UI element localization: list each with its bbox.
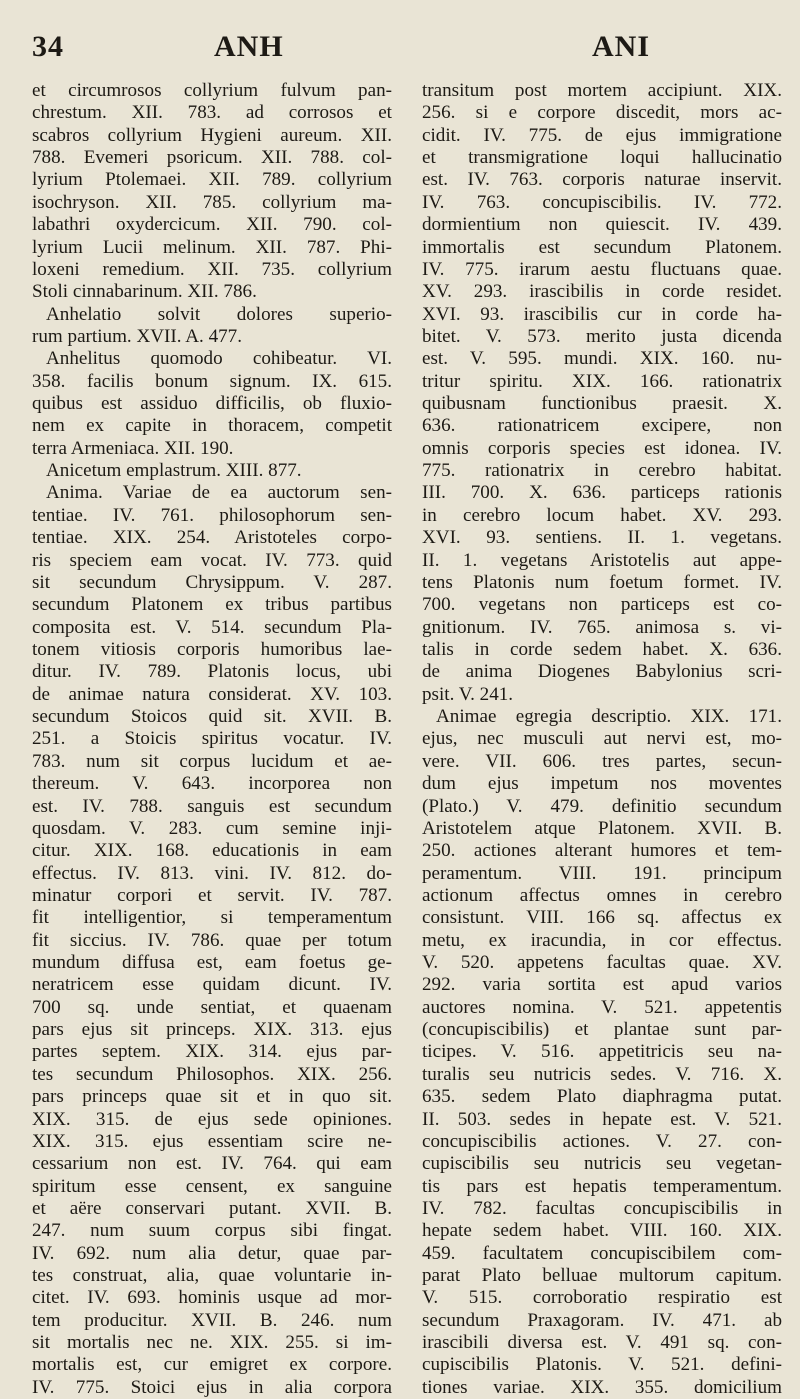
text-line: hepate sedem habet. VIII. 160. XIX. xyxy=(422,1220,782,1242)
text-line: tis pars est hepatis temperamentum. xyxy=(422,1175,782,1197)
text-line: ris speciem eam vocat. IV. 773. quid xyxy=(32,549,392,571)
text-line: 700 sq. unde sentiat, et quaenam xyxy=(32,996,392,1018)
text-line: metu, ex iracundia, in cor effectus. xyxy=(422,929,782,951)
text-line: tes secundum Philosophos. XIX. 256. xyxy=(32,1063,392,1085)
text-line: citet. IV. 693. hominis usque ad mor- xyxy=(32,1287,392,1309)
text-line: pars ejus sit princeps. XIX. 313. ejus xyxy=(32,1019,392,1041)
text-line: concupiscibilis actiones. V. 27. con- xyxy=(422,1130,782,1152)
text-line: II. 1. vegetans Aristotelis aut appe- xyxy=(422,549,782,571)
text-line: sit mortalis nec ne. XIX. 255. si im- xyxy=(32,1332,392,1354)
text-line: dormientium non quiescit. IV. 439. xyxy=(422,214,782,236)
text-line: quosdam. V. 283. cum semine inji- xyxy=(32,817,392,839)
text-line: XIX. 315. de ejus sede opiniones. xyxy=(32,1108,392,1130)
text-line: transitum post mortem accipiunt. XIX. xyxy=(422,80,782,101)
text-line: est. IV. 788. sanguis est secundum xyxy=(32,795,392,817)
text-line: minatur corpori et servit. IV. 787. xyxy=(32,884,392,906)
text-line: XIX. 315. ejus essentiam scire ne- xyxy=(32,1130,392,1152)
text-line: neratricem esse quidam dicunt. IV. xyxy=(32,974,392,996)
text-line: ditur. IV. 789. Platonis locus, ubi xyxy=(32,661,392,683)
text-line: II. 503. sedes in hepate est. V. 521. xyxy=(422,1108,782,1130)
text-line: actionum affectus omnes in cerebro xyxy=(422,884,782,906)
text-line: terra Armeniaca. XII. 190. xyxy=(32,437,234,459)
text-line: Anhelatio solvit dolores superio- xyxy=(46,303,392,325)
text-line: tentiae. XIX. 254. Aristoteles corpo- xyxy=(32,527,392,549)
text-line: Anicetum emplastrum. XIII. 877. xyxy=(46,460,302,482)
text-line: ejus, nec musculi aut nervi est, mo- xyxy=(422,728,782,750)
text-line: IV. 692. num alia detur, quae par- xyxy=(32,1242,392,1264)
text-line: partes septem. XIX. 314. ejus par- xyxy=(32,1041,392,1063)
text-line: quibus est assiduo difficilis, ob fluxio- xyxy=(32,393,392,415)
text-line: 292. varia sortita est apud varios xyxy=(422,974,782,996)
text-line: IV. 775. irarum aestu fluctuans quae. xyxy=(422,258,782,280)
text-line: gnitionum. IV. 765. animosa s. vi- xyxy=(422,616,782,638)
text-line: IV. 763. concupiscibilis. IV. 772. xyxy=(422,191,782,213)
text-line: (concupiscibilis) et plantae sunt par- xyxy=(422,1019,782,1041)
text-line: mundum diffusa est, eam foetus ge- xyxy=(32,952,392,974)
text-line: ticipes. V. 516. appetitricis seu na- xyxy=(422,1041,782,1063)
text-line: 775. rationatrix in cerebro habitat. xyxy=(422,460,782,482)
text-line: IV. 782. facultas concupiscibilis in xyxy=(422,1197,782,1219)
page-header xyxy=(28,30,786,68)
text-line: 250. actiones alterant humores et tem- xyxy=(422,840,782,862)
text-line: 247. num suum corpus sibi fingat. xyxy=(32,1220,392,1242)
text-line: XVI. 93. sentiens. II. 1. vegetans. xyxy=(422,527,782,549)
text-line: citur. XIX. 168. educationis in eam xyxy=(32,840,392,862)
text-line: secundum Platonem ex tribus partibus xyxy=(32,594,392,616)
text-line: loxeni remedium. XII. 735. collyrium xyxy=(32,258,392,280)
text-line: III. 700. X. 636. particeps rationis xyxy=(422,482,782,504)
text-line: V. 520. appetens facultas quae. XV. xyxy=(422,952,782,974)
text-line: mortalis est, cur emigret ex corpore. xyxy=(32,1354,392,1376)
text-line: irascibili diversa est. V. 491 sq. con- xyxy=(422,1332,782,1354)
text-line: 459. facultatem concupiscibilem com- xyxy=(422,1242,782,1264)
text-line: de anima Diogenes Babylonius scri- xyxy=(422,661,782,683)
text-line: Animae egregia descriptio. XIX. 171. xyxy=(436,706,782,728)
text-line: cupiscibilis Platonis. V. 521. defini- xyxy=(422,1354,782,1376)
text-line: composita est. V. 514. secundum Pla- xyxy=(32,616,392,638)
left-column xyxy=(32,80,392,1399)
text-line: spiritum esse censent, ex sanguine xyxy=(32,1175,392,1197)
text-line: immortalis est secundum Platonem. xyxy=(422,236,782,258)
right-column xyxy=(422,80,782,1399)
text-line: auctores nomina. V. 521. appetentis xyxy=(422,996,782,1018)
text-line: (Plato.) V. 479. definitio secundum xyxy=(422,795,782,817)
text-line: peramentum. VIII. 191. principum xyxy=(422,862,782,884)
text-line: omnis corporis species est idonea. IV. xyxy=(422,437,782,459)
text-line: cidit. IV. 775. de ejus immigratione xyxy=(422,124,782,146)
text-line: labathri oxydercicum. XII. 790. col- xyxy=(32,214,392,236)
text-line: fit intelligentior, si temperamentum xyxy=(32,907,392,929)
text-line: tens Platonis num foetum formet. IV. xyxy=(422,571,782,593)
text-line: talis in corde sedem habet. X. 636. xyxy=(422,638,782,660)
text-line: turalis seu nutricis sedes. V. 716. X. xyxy=(422,1063,782,1085)
text-line: XVI. 93. irascibilis cur in corde ha- xyxy=(422,303,782,325)
text-line: Anhelitus quomodo cohibeatur. VI. xyxy=(46,348,392,370)
text-line: secundum Praxagoram. IV. 471. ab xyxy=(422,1309,782,1331)
text-line: tiones variae. XIX. 355. domicilium xyxy=(422,1376,782,1398)
text-line: 256. si e corpore discedit, mors ac- xyxy=(422,102,782,124)
text-line: 635. sedem Plato diaphragma putat. xyxy=(422,1086,782,1108)
text-line: vere. VII. 606. tres partes, secun- xyxy=(422,750,782,772)
text-line: lyrium Ptolemaei. XII. 789. collyrium xyxy=(32,169,392,191)
text-line: est. IV. 763. corporis naturae inservit. xyxy=(422,169,782,191)
text-line: 788. Evemeri psoricum. XII. 788. col- xyxy=(32,147,392,169)
text-line: Aristotelem atque Platonem. XVII. B. xyxy=(422,817,782,839)
text-line: Stoli cinnabarinum. XII. 786. xyxy=(32,281,257,303)
text-line: in cerebro locum habet. XV. 293. xyxy=(422,504,782,526)
text-line: 358. facilis bonum signum. IX. 615. xyxy=(32,370,392,392)
text-line: tritur spiritu. XIX. 166. rationatrix xyxy=(422,370,782,392)
text-line: 251. a Stoicis spiritus vocatur. IV. xyxy=(32,728,392,750)
text-line: quibusnam functionibus praesit. X. xyxy=(422,393,782,415)
text-line: 636. rationatricem excipere, non xyxy=(422,415,782,437)
text-line: est. V. 595. mundi. XIX. 160. nu- xyxy=(422,348,782,370)
text-line: IV. 775. Stoici ejus in alia corpora xyxy=(32,1376,392,1398)
text-line: thereum. V. 643. incorporea non xyxy=(32,773,392,795)
text-line: effectus. IV. 813. vini. IV. 812. do- xyxy=(32,862,392,884)
text-line: fit siccius. IV. 786. quae per totum xyxy=(32,929,392,951)
text-line: dum ejus impetum nos moventes xyxy=(422,773,782,795)
text-line: nem ex capite in thoracem, competit xyxy=(32,415,392,437)
text-line: rum partium. XVII. A. 477. xyxy=(32,325,243,347)
text-line: V. 515. corroboratio respiratio est xyxy=(422,1287,782,1309)
text-line: isochryson. XII. 785. collyrium ma- xyxy=(32,191,392,213)
text-line: et aëre conservari putant. XVII. B. xyxy=(32,1197,392,1219)
text-line: tonem vitiosis corporis humoribus lae- xyxy=(32,638,392,660)
page-number: 34 xyxy=(32,30,64,63)
text-line: de animae natura considerat. XV. 103. xyxy=(32,683,392,705)
text-line: XV. 293. irascibilis in corde residet. xyxy=(422,281,782,303)
text-line: 783. num sit corpus lucidum et ae- xyxy=(32,750,392,772)
left-running-head: ANH xyxy=(214,30,284,63)
text-line: Anima. Variae de ea auctorum sen- xyxy=(46,482,392,504)
text-line: parat Plato belluae multorum capitum. xyxy=(422,1265,782,1287)
text-line: consistunt. VIII. 166 sq. affectus ex xyxy=(422,907,782,929)
text-line: sit secundum Chrysippum. V. 287. xyxy=(32,571,392,593)
text-line: cessarium non est. IV. 764. qui eam xyxy=(32,1153,392,1175)
text-line: 700. vegetans non particeps est co- xyxy=(422,594,782,616)
right-running-head: ANI xyxy=(592,30,651,63)
text-line: chrestum. XII. 783. ad corrosos et xyxy=(32,102,392,124)
text-line: cupiscibilis seu nutricis seu vegetan- xyxy=(422,1153,782,1175)
text-line: et transmigratione loqui hallucinatio xyxy=(422,147,782,169)
text-line: bitet. V. 573. merito justa dicenda xyxy=(422,325,782,347)
text-line: et circumrosos collyrium fulvum pan- xyxy=(32,80,392,101)
text-line: scabros collyrium Hygieni aureum. XII. xyxy=(32,124,392,146)
text-line: tem producitur. XVII. B. 246. num xyxy=(32,1309,392,1331)
text-line: lyrium Lucii melinum. XII. 787. Phi- xyxy=(32,236,392,258)
text-line: tes construat, alia, quae voluntarie in- xyxy=(32,1265,392,1287)
text-line: secundum Stoicos quid sit. XVII. B. xyxy=(32,706,392,728)
text-line: tentiae. IV. 761. philosophorum sen- xyxy=(32,504,392,526)
text-line: psit. V. 241. xyxy=(422,683,514,705)
text-line: pars princeps quae sit et in quo sit. xyxy=(32,1086,392,1108)
text-columns xyxy=(32,80,782,1399)
